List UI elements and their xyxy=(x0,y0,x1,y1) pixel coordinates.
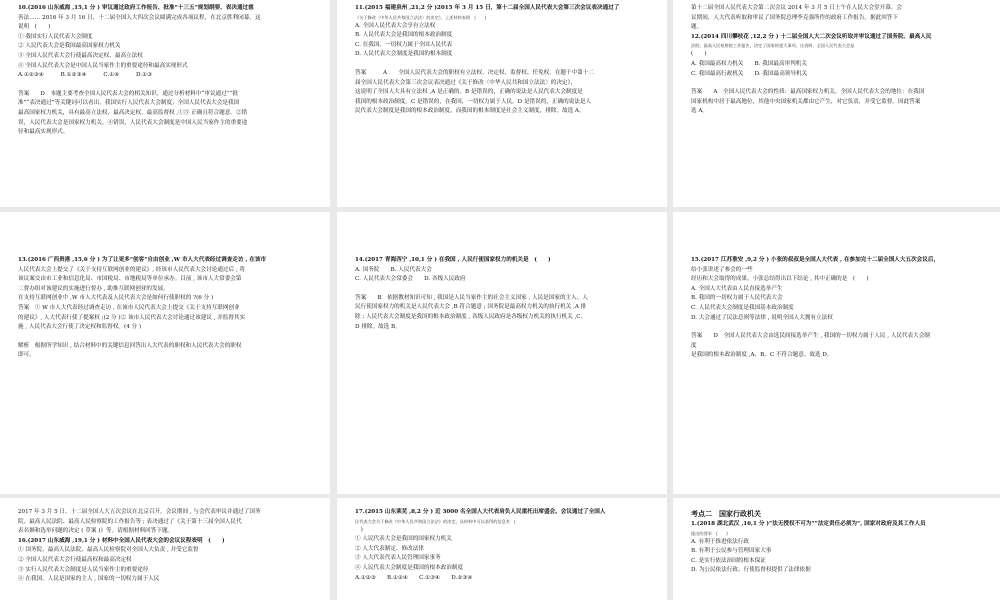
spacer xyxy=(355,285,653,294)
text-line: 的建议》, 人大代表行使了提案权 ;(2 分 )② 该市人民代表大会讨论通过该建议 , 并监督其实 xyxy=(18,314,246,321)
text-line: 表名额和选举问题的决定 ( 草案 )》等。请根据材料回答下题。 xyxy=(18,528,174,535)
question-stem-continued: 《关于修改〈中华人民共和国立法法〉的决定》。上述材料表明 ( ) xyxy=(355,14,486,20)
question-stem-continued: 提出的要求 ( ) xyxy=(691,530,728,536)
page-thumbnail-2[interactable] xyxy=(337,0,667,207)
question-stem: 11.(2015 福建泉州 ,21,2 分 )2015 年 3 月 15 日，第十二届全国人民代表大会第三次会议表决通过了 xyxy=(355,5,620,11)
question-stem-continued: 法院、最高人民检察院工作报告，决定了国家的重大事项。这表明，全国人民代表大会是 xyxy=(691,43,855,49)
answer-line: 答案 A 全国人民代表大会的职权有立法权、决定权、监督权、任免权。在题干中第十二 xyxy=(355,69,594,76)
text-line: 度 xyxy=(691,342,697,349)
question-stem-continued: 民代表大会关于修改《中华人民共和国立法法》的决定。从材料中可以获得的信息有 ( xyxy=(355,518,516,524)
text-line: 这说明了全国人大具有立法权 ,A 是正确的。B 是错误的，正确的说法是人民代表大会制度是 xyxy=(355,89,583,96)
spacer xyxy=(18,333,316,342)
text-line: 民代表大会制度是我国的根本政治制度，而我国的根本制度是社会主义制度，排除。故选 A。 xyxy=(355,108,585,115)
text-line: 善法…… 2016 年 3 月 16 日，十二届全国人大四次会议圆满完成各项议程，在北京胜利闭幕。这 xyxy=(18,14,261,21)
question-stem: 17.(2015 山东莱芜 ,8,2 分 ) 近 3000 名全国人大代表肩负人民重托出席盛会。会议通过了全国人 xyxy=(355,509,606,515)
text-line: 国家机构中居于最高地位，其他中央国家机关都由它产生，对它负责，并受它监督。因此答案 xyxy=(691,98,921,105)
text-line: 我国的根本政治制度。C 是错误的，在我国，一切权力属于人民。D 是错误的，正确的说法是人 xyxy=(355,98,592,105)
text-line: D. 人民代表大会制度是我国的根本制度 xyxy=(355,51,453,58)
text-line: 题。 xyxy=(691,24,703,31)
spacer xyxy=(18,81,316,90)
answer-line: 解析 根据所学知识 , 结合材料中的关键信息回答出人大代表的职权和人民代表大会的职权 xyxy=(18,342,242,349)
text-line: 说明 ( ) xyxy=(18,24,51,31)
text-line: 准”“表决通过”等关键词可以看出，我国实行人民代表大会制度；全国人民代表大会是我国 xyxy=(18,100,240,107)
question-stem: 1.(2018 湖北武汉 ,16,1 分 )“法无授权不可为”“法定责任必须为”, 国家对政府及其工作人员 xyxy=(691,521,926,527)
text-line: ( ) xyxy=(691,51,707,58)
text-line: 院、最高人民法院、最高人民检察院的工作报告等 ; 表决通过了《关于第十三届全国人民代 xyxy=(18,518,242,525)
text-line: ② 人大代表制定、修改法律 xyxy=(355,545,424,552)
spacer xyxy=(355,60,653,69)
text-line: 给小张讲述了参会的一些 xyxy=(691,266,753,273)
text-line: ① 国务院、最高人民法院、最高人民检察院对全国人大负责 , 并受它监督 xyxy=(18,547,199,554)
text-line: 民行使国家权力的机关是人民代表大会 ,B 符合题意 ; 国务院是最高权力机关的执行机关 ,A 排 xyxy=(355,304,587,311)
text-line: 人民代表大会上提交了《关于支持互联网创业的建议》, 经该市人民代表大会讨论通过后 , 将 xyxy=(18,266,246,273)
text-line: B. 我国的一切权力属于人民代表大会 xyxy=(691,295,783,302)
page-thumbnail-7[interactable] xyxy=(0,498,330,600)
text-line: 议期间，人大代表听取和审议了国务院总理李克强所作的政府工作报告。据此回答下 xyxy=(691,14,898,21)
text-line: 最高国家权力机关，具有最高立法权、最高决定权、最高监督权 ,①③ 正确且符合题意。②错 xyxy=(18,109,248,116)
text-line: D. 为公民依法行政、行使监督权提供了法律依据 xyxy=(691,567,811,574)
text-line: ③ 人大代表代表人民管理国家事务 xyxy=(355,555,441,562)
text-line: ) xyxy=(355,526,363,533)
question-stem: 12.(2014 四川攀枝花 ,12,2 分 ) 十二届全国人大二次会议听取并审议通过了国务院、最高人民 xyxy=(691,33,932,40)
text-line: A.①②③④ B.①②③④ C.①④ D.①③ xyxy=(18,72,153,79)
text-line: B. 人民代表大会是我国的根本政治制度 xyxy=(355,32,453,39)
answer-line: 答案 B 依据教材知识可知 , 我国是人民当家作主的社会主义国家 , 人民是国家的主人。人 xyxy=(355,294,588,301)
text-line: ① 人民代表大会是我国的国家权力机关 xyxy=(355,536,452,543)
page-thumbnail-3[interactable] xyxy=(673,0,1000,207)
question-stem: 15.(2017 江苏淮安 ,9,2 分 ) 小张的叔叔是全国人大代表 , 在参加完十二届全国人大五次会议后， xyxy=(691,257,940,263)
page-thumbnail-5[interactable] xyxy=(337,212,667,494)
text-line: C. 人民代表大会常委会 D. 各级人民政府 xyxy=(355,276,466,283)
text-line: 径和最高实现形式。 xyxy=(18,129,69,136)
text-line: 选 A。 xyxy=(691,108,709,115)
text-line: 除 ; 人民代表大会制度是我国的根本政治制度 , 各级人民政府是各级权力机关的执行机关 ,C、 xyxy=(355,313,587,320)
text-line: 是我国的根本政治制度 ,A、B、C 不符合题意。故选 D。 xyxy=(691,352,833,359)
text-line: ③ 全国人民代表大会行使最高决定权、最高立法权 xyxy=(18,52,143,59)
spacer xyxy=(691,79,986,88)
text-line: D. 大会通过了民法总则等法律 , 说明全国人大拥有立法权 xyxy=(691,314,833,321)
text-line: C. 在我国，一切权力属于全国人民代表 xyxy=(355,41,453,48)
page-thumbnail-1[interactable] xyxy=(0,0,330,207)
text-line: A. 全国人大代表由人民直接选举产生 xyxy=(691,285,783,292)
text-line: 施 , 人民代表大会行使了决定权和监督权。(4 分 ) xyxy=(18,324,142,331)
text-line: C. 我国最高行政机关 D. 我国最高领导机关 xyxy=(691,70,808,77)
text-line: A. 国务院 B. 人民代表大会 xyxy=(355,266,432,273)
text-line: ④ 人民代表大会制度是我国的根本政治制度 xyxy=(355,564,464,571)
text-line: 二督办组对该建议的实施进行督办 , 助推互联网创业的发展。 xyxy=(18,285,169,292)
text-line: 届全国人民代表大会第三次会议表决通过《关于修改〈中华人民共和国立法法〉的决定》， xyxy=(355,79,576,86)
text-line: ① 我国实行人民代表大会制度 xyxy=(18,33,93,40)
text-line: D 排除。故选 B。 xyxy=(355,323,401,330)
text-line: A. 我国最高权力机关 B. 我国最高审判机关 xyxy=(691,60,807,67)
text-line: ② 全国人民代表大会行使最高权和最高决定权 xyxy=(18,556,132,563)
page-thumbnail-6[interactable] xyxy=(673,212,1000,494)
text-line: ④ 全国人民代表大会是中国人民当家作主的重要途径和最高实现形式 xyxy=(18,62,188,69)
question-stem: 13.(2016 广西贵港 ,15,6 分 ) 为了让更多“创客”自由创业 ,W 市人大代表经过调查走访 , 在该市 xyxy=(18,257,267,263)
page-thumbnail-4[interactable] xyxy=(0,212,330,494)
text-line: 该议案交由市工业和信息化局、市国税局、市地税局等单位承办。目前 , 该市人大常委会第 xyxy=(18,276,242,283)
section-heading: 考点二 国家行政机关 xyxy=(691,509,761,518)
text-line: ② 人民代表大会是我国最高国家权力机关 xyxy=(18,43,121,50)
text-line: ③ 实行人民代表大会制度是人民当家作主的重要途径 xyxy=(18,566,149,573)
text-line: 在支持互联网创业中 ,W 市人大代表及人民代表大会是如何行使职权的 ?(6 分 ) xyxy=(18,295,214,302)
text-line: A.①②③ B.①②④ C.①③④ D.②③④ xyxy=(355,574,473,581)
question-stem: 16.(2017 山东威海 ,19,1 分 ) 材料中全国人民代表大会的会议议程表明 ( ) xyxy=(18,537,225,544)
text-line: C. 人民代表大会制度是我国基本政治制度 xyxy=(691,304,794,311)
text-line: B. 有利于公民参与管理国家大事 xyxy=(691,548,772,555)
text-line: 第十二届全国人民代表大会第二次会议 2014 年 3 月 5 日上午在人民大会堂开幕。会 xyxy=(691,5,903,11)
text-line: ④ 在我国，人民是国家的主人 , 国家的一切权力属于人民 xyxy=(18,576,160,583)
answer-line: 答案 A 全国人民代表大会的性质：最高国家权力机关。全国人民代表大会的地位：在我国 xyxy=(691,89,925,96)
text-line: 误，人民代表大会是国家权力机关。④错误，人民代表大会制度是中国人民当家作主的重要途 xyxy=(18,119,248,126)
text-line: A. 全国人民代表大会享有立法权 xyxy=(355,22,436,29)
question-stem: 10.(2016 山东威海 ,15,1 分 ) 审议通过政府工作报告、批准“十三五”规划纲要、表决通过慈 xyxy=(18,5,254,11)
text-line: 即可。 xyxy=(18,352,35,359)
page-thumbnail-9[interactable] xyxy=(673,498,1000,600)
answer-line: 答案 ① W 市人大代表经过调查走访 , 在该市人民代表大会上提交《关于支持互联网创业 xyxy=(18,304,240,311)
text-line: 2017 年 3 月 5 日，十二届全国人大五次会议在北京召开。会议期间 , 与会代表审议并通过了国务 xyxy=(18,509,261,515)
text-line: C. 是实行依法治国的根本保证 xyxy=(691,557,766,564)
answer-line: 答案 D 本题主要考查全国人民代表大会的相关知识。通过分析材料中“审议通过”“批 xyxy=(18,90,239,97)
answer-line: 答案 D 全国人民代表大会由选民间接选举产生 , 我国的一切权力属于人民 , 人民代表大会制 xyxy=(691,333,930,340)
spacer xyxy=(691,323,986,332)
page-thumbnail-8[interactable] xyxy=(337,498,667,600)
text-line: A. 有利于推进依法行政 xyxy=(691,538,749,545)
question-stem: 14.(2017 青海西宁 ,10,1 分 ) 在我国 , 人民行使国家权力的机关是 ( ) xyxy=(355,257,551,263)
text-line: 经历和大会取得的成果。小张总结得出以下结论 , 其中正确的是 ( ) xyxy=(691,276,869,283)
